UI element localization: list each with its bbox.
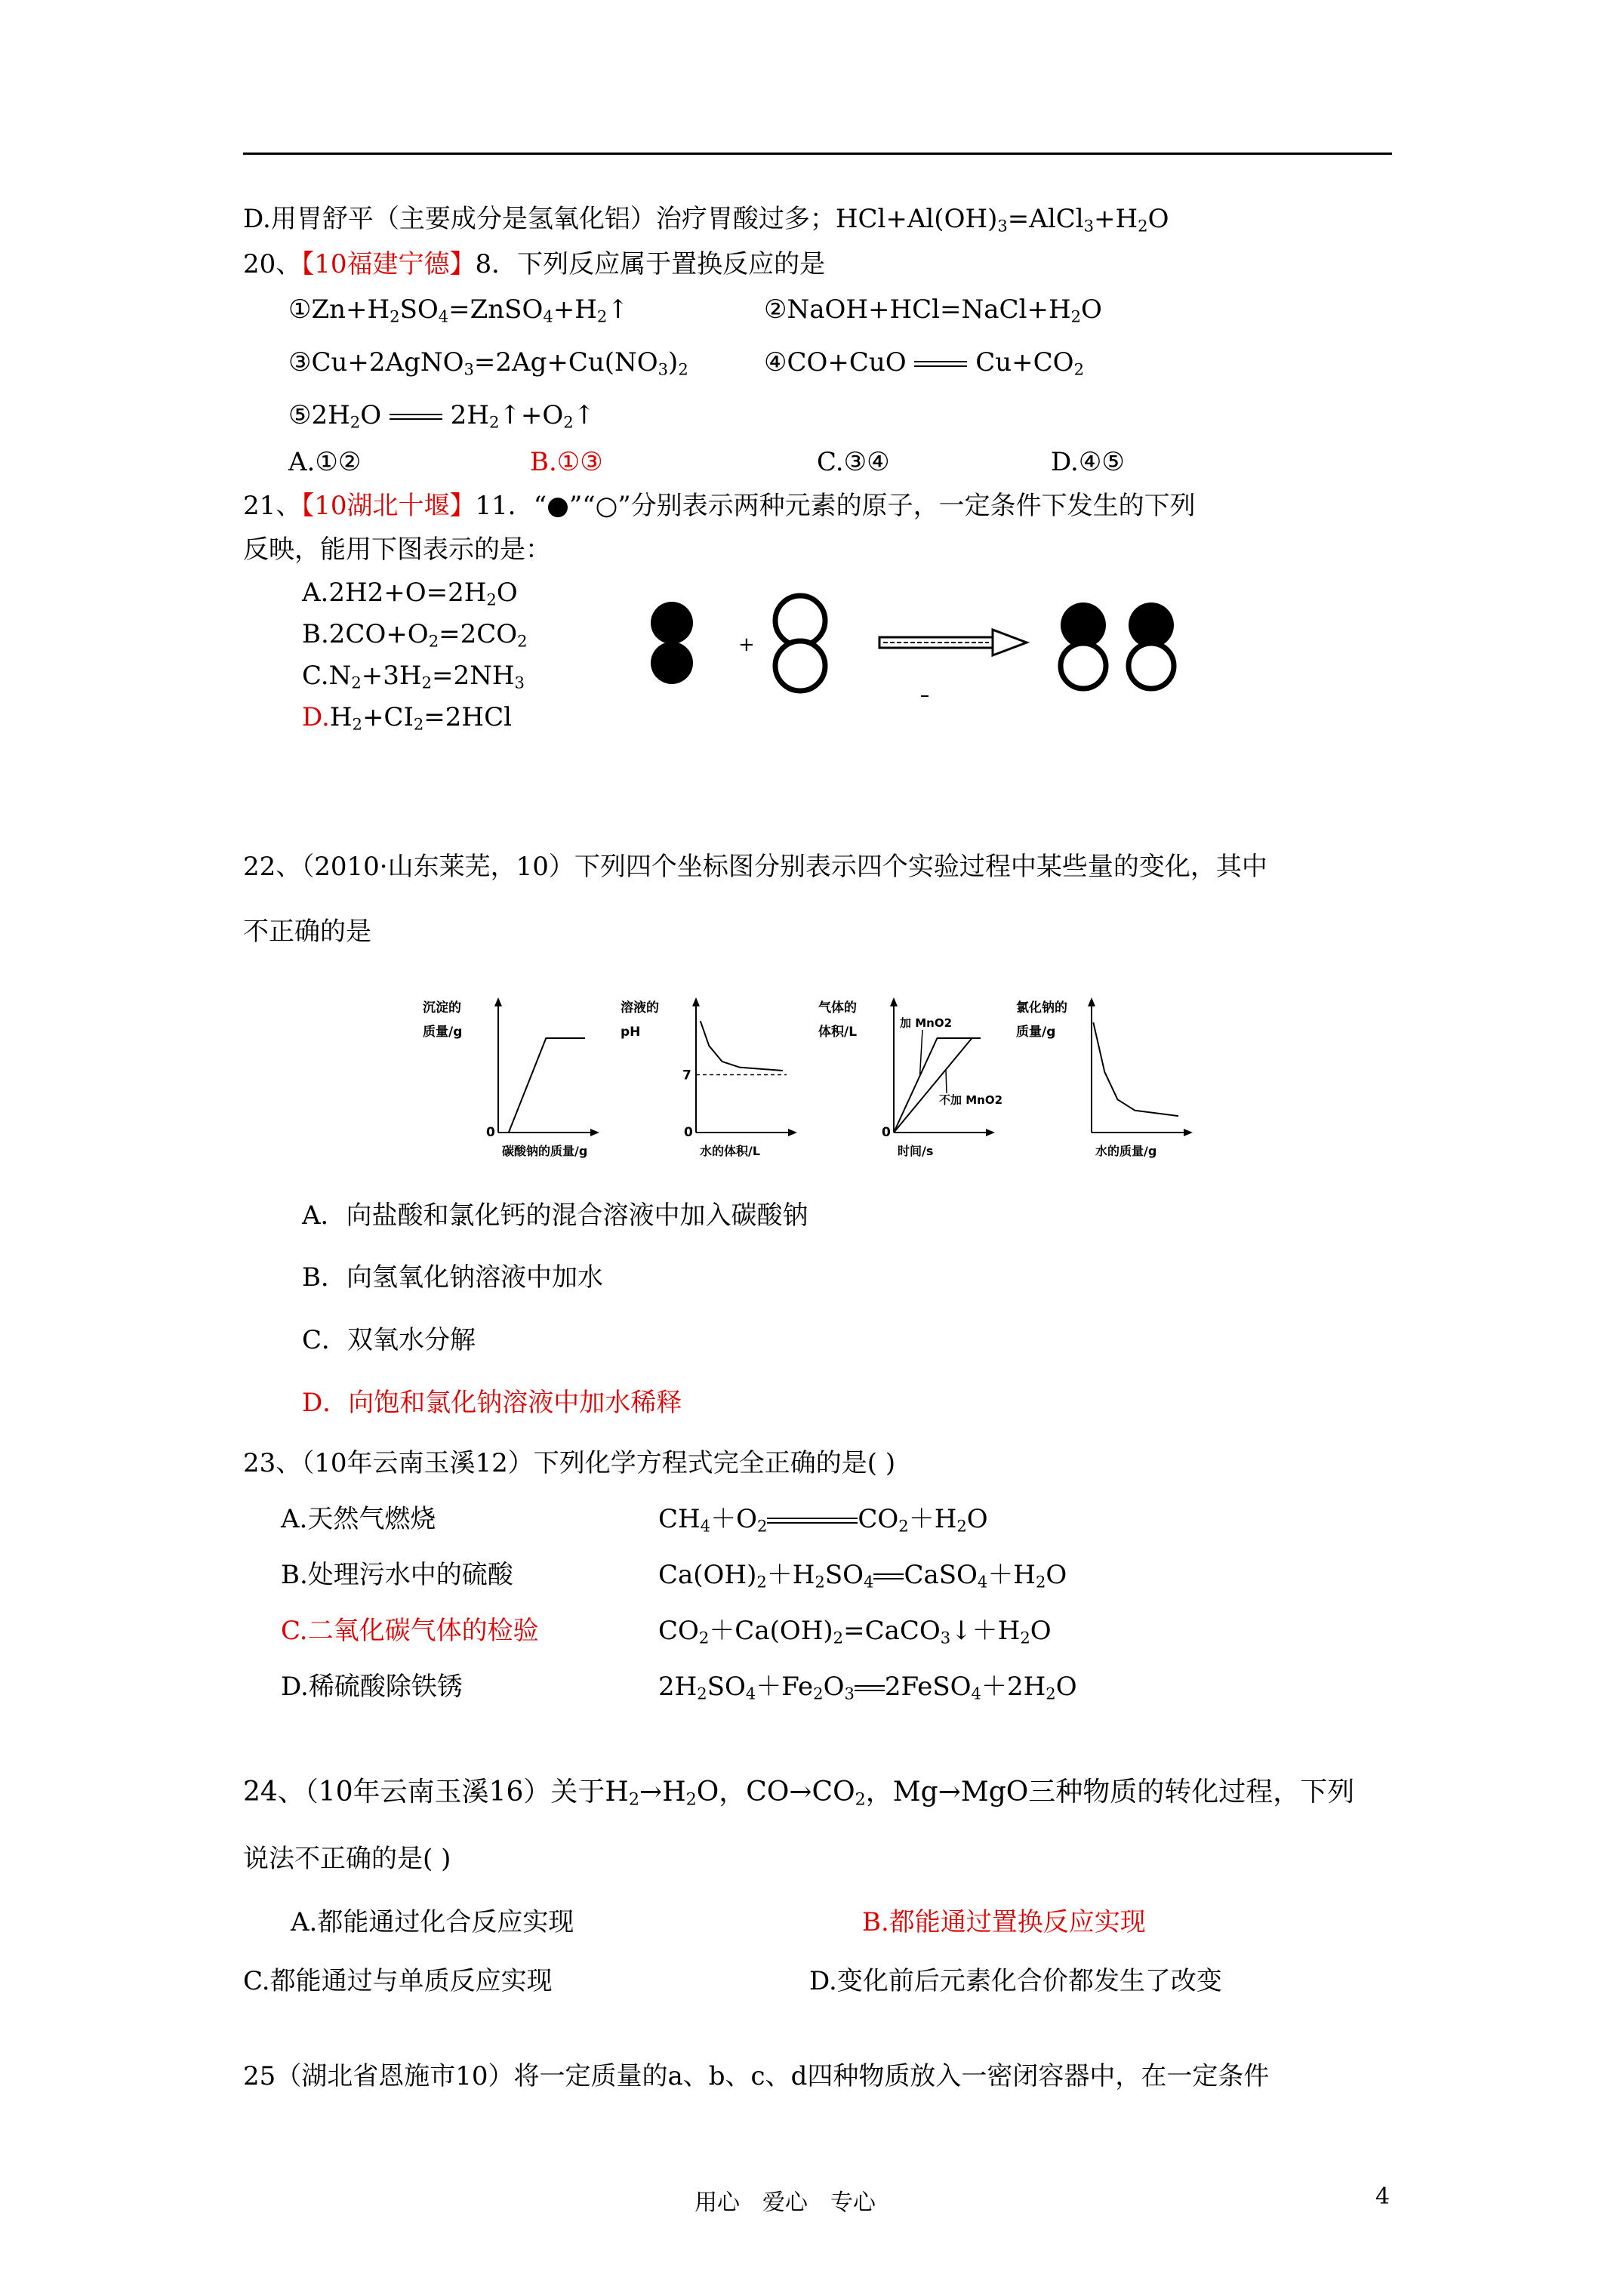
q24-option-d: D.变化前后元素化合价都发生了改变	[809, 1966, 1222, 1996]
chart-1-ylabel-line1: 沉淀的	[423, 1000, 461, 1015]
chart-3-series-1-label: 加 MnO2	[900, 1016, 953, 1030]
q23-option-a-label: A.天然气燃烧	[281, 1504, 436, 1534]
product-molecule-1	[1061, 603, 1106, 689]
chart-3-origin-label: 0	[882, 1125, 891, 1140]
q24-option-a: A.都能通过化合反应实现	[291, 1907, 574, 1937]
chart-4-ylabel-line1: 氯化钠的	[1016, 1000, 1067, 1015]
chart-3-ylabel-line1: 气体的	[818, 1000, 857, 1015]
q25-stem: 25（湖北省恩施市10）将一定质量的a、b、c、d四种物质放入一密闭容器中，在一定条件	[243, 2061, 1270, 2091]
chart-1-origin-label: 0	[486, 1125, 495, 1140]
q21-source: 【10湖北十堰】	[301, 491, 476, 521]
white-molecule	[775, 596, 825, 691]
plus-sign: +	[738, 633, 755, 656]
chart-3-xlabel: 时间/s	[898, 1144, 934, 1158]
q22-stem: 22、（2010·山东莱芜，10）下列四个坐标图分别表示四个实验过程中某些量的变化，其中	[243, 852, 1267, 882]
chart-3-x-arrow	[986, 1129, 995, 1136]
chart-3-series-2-label: 不加 MnO2	[939, 1093, 1003, 1107]
q20-option-d: D.④⑤	[1051, 447, 1125, 477]
chart-2-origin-label: 0	[684, 1125, 693, 1140]
chart-2-ylabel-line2: pH	[621, 1025, 641, 1040]
page-number: 4	[1375, 2184, 1390, 2210]
q23-option-c-label: C.二氧化碳气体的检验	[281, 1616, 539, 1646]
chart-2-x-arrow	[788, 1129, 797, 1136]
q21-option-c: $C.N_2+3H_2=2NH_3$	[302, 661, 525, 692]
q23-option-c-equation: $CO_2+Ca(OH)_2=CaCO_3↓+H_2O$	[658, 1616, 1052, 1647]
q22-option-d: D．向饱和氯化钠溶液中加水稀释	[302, 1388, 682, 1418]
q21-option-b: $B.2CO+O_2=2CO_2$	[302, 619, 528, 651]
q21-stem: 21、【10湖北十堰】11．“●”“○”分别表示两种元素的原子，一定条件下发生的下列	[243, 491, 1196, 521]
q20-reaction-2: $②NaOH+HCl=NaCl+H_2O$	[764, 294, 1102, 326]
q21-option-a: $A.2H2+O=2H_2O$	[302, 578, 518, 609]
molecule-reaction-diagram	[642, 581, 1208, 710]
q20-option-a: A.①②	[288, 447, 362, 477]
chart-3-series-1-leader	[920, 1030, 923, 1076]
q20-source: 【10福建宁德】	[301, 249, 476, 279]
q24-option-b: B.都能通过置换反应实现	[862, 1907, 1146, 1937]
chart-4-ylabel-line2: 质量/g	[1016, 1025, 1056, 1040]
chart-2-series-1	[701, 1021, 783, 1071]
q23-stem: 23、（10年云南玉溪12）下列化学方程式完全正确的是( )	[243, 1448, 896, 1478]
q23-option-b-equation: $Ca(OH)_2+H_2SO_4$ $CaSO_4+H_2O$	[658, 1560, 1067, 1592]
chart-1-xlabel: 碳酸钠的质量/g	[502, 1144, 588, 1158]
chart-3-series-1	[894, 1038, 981, 1133]
chart-3-ylabel-line2: 体积/L	[818, 1025, 858, 1040]
chart-2-ylabel-line1: 溶液的	[621, 1000, 659, 1015]
q21-option-d: $D.H_2+CI_2=2HCl$	[302, 702, 512, 734]
chart-1-series-1	[498, 1038, 585, 1133]
chart-2-y-arrow	[692, 997, 700, 1006]
reaction-arrow	[879, 630, 1027, 655]
chart-4-series-1	[1093, 1022, 1178, 1116]
header-rule	[243, 153, 1392, 155]
q22-charts	[419, 974, 1212, 1178]
chart-3-series-2-leader	[946, 1070, 947, 1093]
q24-option-c: C.都能通过与单质反应实现	[243, 1966, 553, 1996]
footer-motto: 用心 爱心 专心	[694, 2190, 876, 2216]
chart-1-ylabel-line2: 质量/g	[423, 1025, 463, 1040]
q22-option-a: A．向盐酸和氯化钙的混合溶液中加入碳酸钠	[302, 1200, 808, 1231]
q23-option-b-label: B.处理污水中的硫酸	[281, 1560, 513, 1590]
chart-3-series-2	[894, 1038, 981, 1133]
chart-4-y-arrow	[1088, 997, 1095, 1006]
chart-4-x-arrow	[1184, 1129, 1193, 1136]
q23-option-d-label: D.稀硫酸除铁锈	[281, 1672, 463, 1702]
chart-4-xlabel: 水的质量/g	[1095, 1144, 1157, 1158]
q20-reaction-4: ④CO+CuO $Cu+CO_2$	[764, 347, 1084, 379]
q20-option-b: B.①③	[530, 447, 603, 477]
q22-stem-2: 不正确的是	[243, 917, 371, 947]
chart-3-y-arrow	[890, 997, 898, 1006]
q22-option-c: C．双氧水分解	[302, 1325, 476, 1355]
q24-stem: 24、（10年云南玉溪16）关于$H_2\to H_2O$，$CO\to CO_2$，Mg→MgO三种物质的转化过程，下列	[243, 1777, 1355, 1810]
chart-2-reference-label: 7	[682, 1068, 691, 1083]
q20-reaction-1: $①Zn+H_2SO_4=ZnSO_4+H_2↑$	[288, 294, 629, 326]
black-molecule	[651, 602, 693, 684]
q22-option-b: B．向氢氧化钠溶液中加水	[302, 1262, 603, 1293]
q20-stem: 20、【10福建宁德】8．下列反应属于置换反应的是	[243, 249, 826, 279]
q21-stem-2: 反映，能用下图表示的是：	[243, 535, 551, 565]
q24-stem-2: 说法不正确的是( )	[243, 1844, 451, 1874]
product-molecule-2	[1129, 603, 1174, 689]
q23-option-d-equation: $2H_2SO_4+Fe_2O_3$ $2FeSO_4+2H_2O$	[658, 1672, 1077, 1703]
q20-reaction-3: $③Cu+2AgNO_3=2Ag+Cu(NO_3)_2$	[288, 347, 688, 379]
chart-1-y-arrow	[494, 997, 502, 1006]
q19-option-d: D.用胃舒平（主要成分是氢氧化铝）治疗胃酸过多；$HCl+Al(OH)_3=AlCl_3+H_2O$	[243, 204, 1169, 236]
q23-option-a-equation: $CH_4+O_2$ $CO_2+H_2O$	[658, 1504, 988, 1536]
chart-1-x-arrow	[590, 1129, 599, 1136]
chart-2-xlabel: 水的体积/L	[700, 1144, 761, 1158]
q20-option-c: C.③④	[817, 447, 890, 477]
q20-reaction-5: $⑤2H_2O$ $2H_2↑+O_2↑$	[288, 400, 596, 432]
